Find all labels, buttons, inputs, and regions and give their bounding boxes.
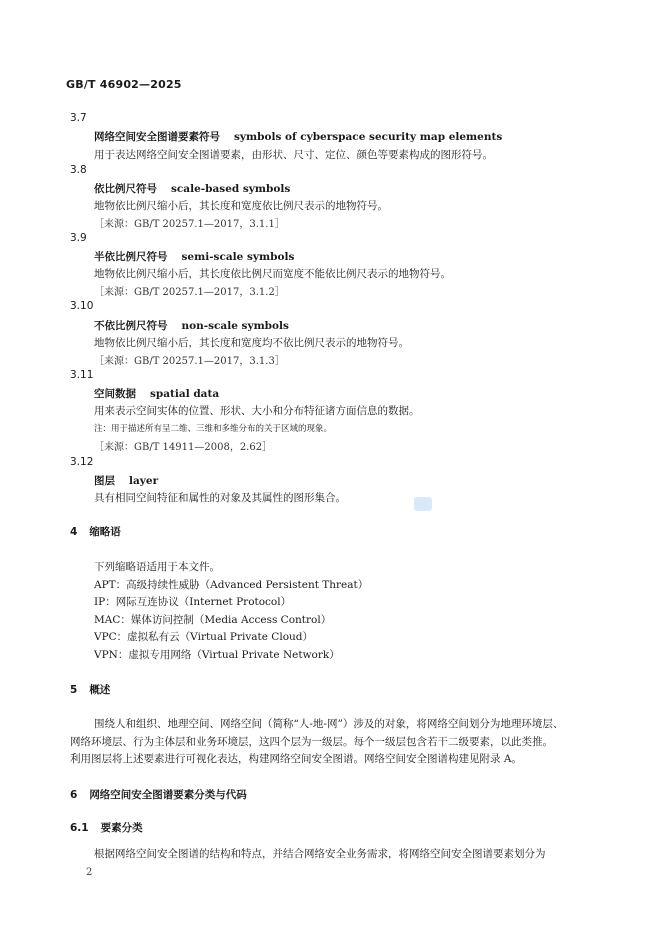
- term-zh: 依比例尺符号: [94, 183, 157, 195]
- overview-paragraph-line: 利用图层将上述要素进行可视化表达，构建网络空间安全图谱。网络空间安全图谱构建见附录 A。: [70, 753, 522, 765]
- abbreviation-item: MAC：媒体访问控制（Media Access Control）: [94, 614, 332, 626]
- section-heading: [70, 682, 110, 697]
- term-definition: 地物依比例尺缩小后，其长度和宽度依比例尺表示的地物符号。: [94, 200, 388, 212]
- subsection-heading: [70, 820, 143, 835]
- term-title: [94, 129, 502, 144]
- term-zh: 网络空间安全图谱要素符号: [94, 131, 220, 143]
- term-en: semi-scale symbols: [181, 251, 295, 263]
- overview-paragraph-line: 围绕人和组织、地理空间、网络空间（简称“人-地-网”）涉及的对象，将网络空间划分为地理环境层、: [94, 718, 564, 730]
- classification-paragraph-line: 根据网络空间安全图谱的结构和特点，并结合网络安全业务需求，将网络空间安全图谱要素划分为: [94, 848, 546, 860]
- section-number: 4: [70, 526, 78, 538]
- section-title: 概述: [89, 684, 111, 696]
- section-title: 缩略语: [89, 526, 121, 538]
- term-zh: 空间数据: [94, 388, 136, 400]
- term-zh: 图层: [94, 475, 115, 487]
- term-en: symbols of cyberspace security map elements: [234, 131, 503, 143]
- term-title: [94, 473, 158, 488]
- term-number: 3.8: [70, 164, 87, 176]
- term-number: 3.9: [70, 232, 87, 244]
- term-en: layer: [129, 475, 159, 487]
- term-source: ［来源：GB/T 20257.1—2017，3.1.1］: [94, 219, 285, 230]
- section-heading: [70, 787, 247, 802]
- term-definition: 具有相同空间特征和属性的对象及其属性的图形集合。: [94, 492, 346, 504]
- abbreviation-item: IP：网际互连协议（Internet Protocol）: [94, 596, 292, 608]
- term-number: 3.12: [70, 456, 94, 468]
- term-number: 3.11: [70, 369, 94, 381]
- section-number: 6.1: [70, 822, 89, 834]
- watermark-mark: [414, 497, 432, 511]
- section-number: 5: [70, 684, 78, 696]
- term-zh: 半依比例尺符号: [94, 251, 168, 263]
- term-definition: 用来表示空间实体的位置、形状、大小和分布特征诸方面信息的数据。: [94, 405, 420, 417]
- term-definition: 地物依比例尺缩小后，其长度和宽度均不依比例尺表示的地物符号。: [94, 337, 409, 349]
- term-source: ［来源：GB/T 14911—2008，2.62］: [94, 442, 273, 453]
- term-title: [94, 386, 219, 401]
- abbreviation-item: VPC：虚拟私有云（Virtual Private Cloud）: [94, 631, 313, 643]
- term-definition: 地物依比例尺缩小后，其长度依比例尺而宽度不能依比例尺表示的地物符号。: [94, 268, 451, 280]
- term-en: scale-based symbols: [171, 183, 291, 195]
- term-number: 3.7: [70, 112, 87, 124]
- section-heading: [70, 524, 121, 539]
- section-number: 6: [70, 789, 78, 801]
- abbreviation-item: VPN：虚拟专用网络（Virtual Private Network）: [94, 649, 340, 661]
- standard-number: GB/T 46902—2025: [66, 78, 182, 91]
- abbreviations-intro: 下列缩略语适用于本文件。: [94, 561, 220, 573]
- section-title: 要素分类: [100, 822, 143, 834]
- term-number: 3.10: [70, 300, 94, 312]
- term-title: [94, 249, 294, 264]
- term-note: 注：用于描述所有呈二维、三维和多维分布的关于区域的现象。: [94, 424, 333, 434]
- term-title: [94, 318, 289, 333]
- abbreviation-item: APT：高级持续性威胁（Advanced Persistent Threat）: [94, 579, 369, 591]
- term-source: ［来源：GB/T 20257.1—2017，3.1.2］: [94, 287, 285, 298]
- term-en: spatial data: [150, 388, 220, 400]
- page-number: 2: [86, 867, 93, 878]
- overview-paragraph-line: 网络环境层、行为主体层和业务环境层，这四个层为一级层。每个一级层包含若干二级要素，以此类推。: [70, 736, 553, 748]
- term-definition: 用于表达网络空间安全图谱要素，由形状、尺寸、定位、颜色等要素构成的图形符号。: [94, 149, 493, 161]
- term-title: [94, 181, 290, 196]
- section-title: 网络空间安全图谱要素分类与代码: [89, 789, 247, 801]
- term-en: non-scale symbols: [181, 320, 289, 332]
- term-zh: 不依比例尺符号: [94, 320, 168, 332]
- term-source: ［来源：GB/T 20257.1—2017，3.1.3］: [94, 356, 285, 367]
